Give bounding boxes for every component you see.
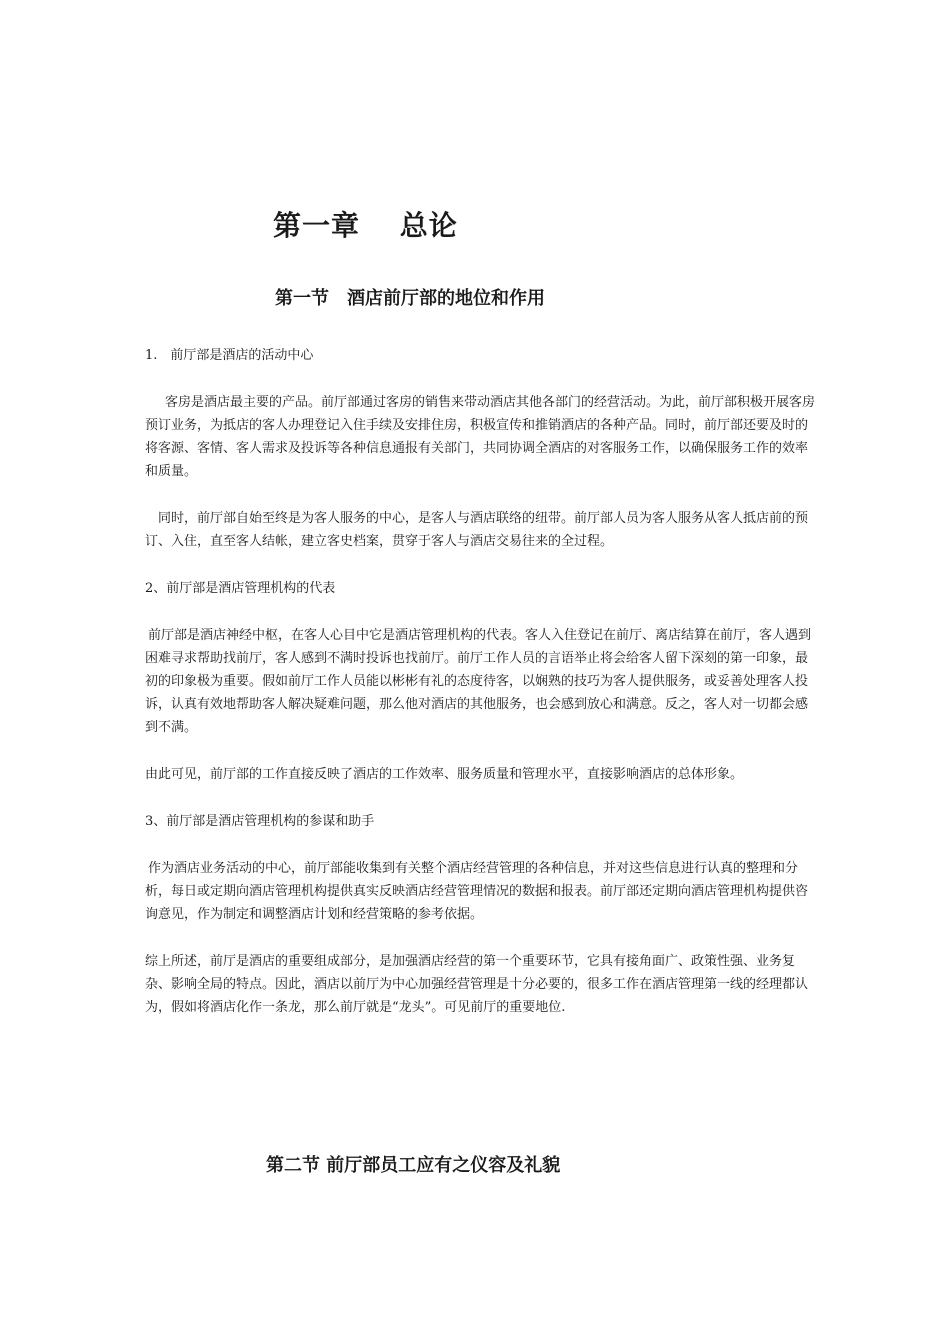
paragraph-4: 由此可见，前厅部的工作直接反映了酒店的工作效率、服务质量和管理水平，直接影响酒店的总体形象。 xyxy=(145,767,744,782)
section-title-1: 第一节 酒店前厅部的地位和作用 xyxy=(275,288,545,309)
paragraph-3: 前厅部是酒店神经中枢，在客人心目中它是酒店管理机构的代表。客人入住登记在前厅、离店结算在前厅，客人遇到困难寻求帮助找前厅，客人感到不满时投诉也找前厅。前厅工作人员的言语举止将会给客人留下深刻的第一印象，最初的印象极为重要。假如前厅工作人员能以彬彬有礼的态度待客，以娴熟的技巧为客人提供服务，或妥善处理客人投诉，认真有效地帮助客人解决疑难问题，那么他对酒店的其他服务，也会感到放心和满意。反之，客人对一切都会感到不满。 xyxy=(145,628,812,735)
paragraph-6: 综上所述，前厅是酒店的重要组成部分，是加强酒店经营的第一个重要环节，它具有接角面广、政策性强、业务复杂、影响全局的特点。因此，酒店以前厅为中心加强经营管理是十分必要的，很多工作在酒店管理第一线的经理都认为，假如将酒店化作一条龙，那么前厅就是“龙头”。可见前厅的重要地位. xyxy=(145,954,809,1015)
subheading-3: 3、前厅部是酒店管理机构的参谋和助手 xyxy=(145,814,375,829)
paragraph-2: 同时，前厅部自始至终是为客人服务的中心，是客人与酒店联络的纽带。前厅部人员为客人服务从客人抵店前的预订、入住，直至客人结帐，建立客史档案，贯穿于客人与酒店交易往来的全过程。 xyxy=(145,511,809,549)
chapter-title: 第一章 总论 xyxy=(273,209,458,242)
section-1-body xyxy=(145,344,815,1043)
section-title-2: 第二节 前厅部员工应有之仪容及礼貌 xyxy=(266,1155,561,1176)
paragraph-5: 作为酒店业务活动的中心，前厅部能收集到有关整个酒店经营管理的各种信息，并对这些信息进行认真的整理和分析，每日或定期向酒店管理机构提供真实反映酒店经营管理情况的数据和报表。前厅部还定期向酒店管理机构提供咨询意见，作为制定和调整酒店计划和经营策略的参考依据。 xyxy=(145,861,809,922)
subheading-1: 1. 前厅部是酒店的活动中心 xyxy=(145,348,314,363)
subheading-2: 2、前厅部是酒店管理机构的代表 xyxy=(145,581,336,596)
paragraph-1: 客房是酒店最主要的产品。前厅部通过客房的销售来带动酒店其他各部门的经营活动。为此，前厅部积极开展客房预订业务，为抵店的客人办理登记入住手续及安排住房，积极宣传和推销酒店的各种产品。同时，前厅部还要及时的将客源、客情、客人需求及投诉等各种信息通报有关部门，共同协调全酒店的对客服务工作，以确保服务工作的效率和质量。 xyxy=(145,395,816,479)
